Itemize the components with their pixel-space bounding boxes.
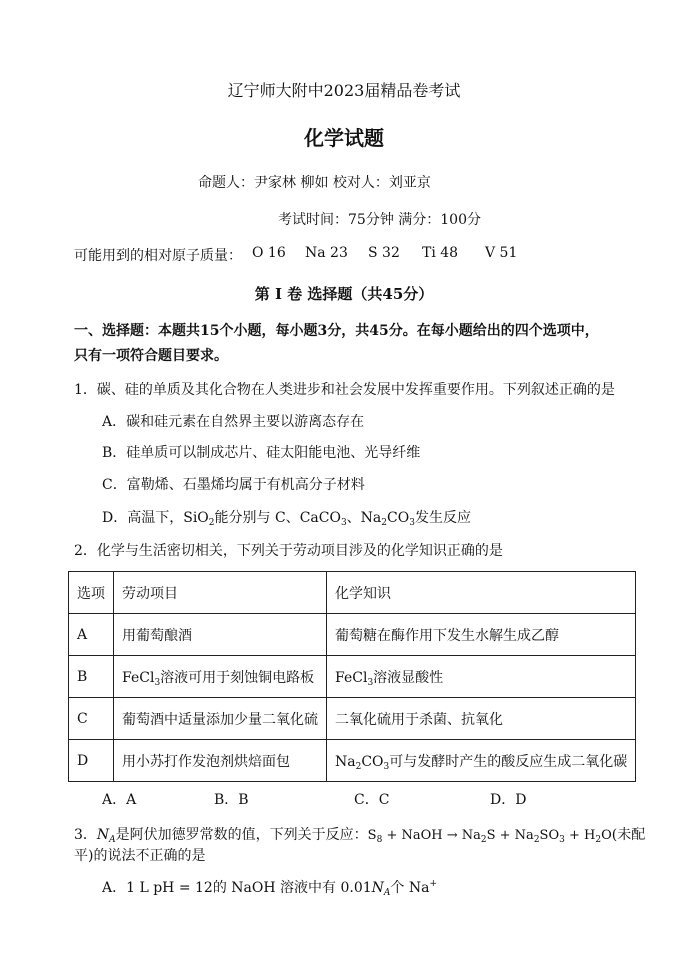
- table-cell-option: B: [69, 656, 114, 698]
- atomic-mass-ti: Ti 48: [422, 245, 459, 261]
- table-cell-knowledge: [327, 656, 636, 698]
- formula-text: Na: [335, 753, 356, 770]
- formula-subscript: 2: [381, 518, 388, 528]
- q3-stem-text: 是阿伏加德罗常数的值，下列关于反应：: [115, 827, 368, 843]
- q1-d-na2co3: [361, 510, 415, 526]
- table-cell-option: D: [69, 740, 114, 782]
- avogadro-symbol: N: [96, 827, 110, 843]
- table-cell-knowledge: [327, 740, 636, 782]
- cell-text: 溶液显酸性: [373, 669, 444, 686]
- avogadro-subscript: A: [383, 888, 391, 898]
- atomic-masses-label: 可能用到的相对原子质量：: [74, 248, 242, 264]
- table-cell-project: 用小苏打作发泡剂烘焙面包: [114, 740, 327, 782]
- section-title: 第 Ⅰ 卷 选择题（共45分）: [254, 285, 434, 303]
- q1-d-suffix: 发生反应: [414, 510, 471, 526]
- authors-line: 命题人：尹家林 柳如 校对人：刘亚京: [198, 175, 431, 191]
- table-header-cell: 选项: [69, 572, 114, 614]
- table-cell-knowledge: 二氧化硫用于杀菌、抗氧化: [327, 698, 636, 740]
- formula-subscript: 2: [208, 518, 215, 528]
- q2-stem: 2．化学与生活密切相关，下列关于劳动项目涉及的化学知识正确的是: [74, 543, 503, 559]
- table-row: [69, 740, 636, 782]
- q2-choice-d: D．D: [490, 792, 527, 808]
- q3-stem-line2: 平)的说法不正确的是: [74, 848, 206, 864]
- table-row: [69, 656, 636, 698]
- atomic-mass-s: S 32: [368, 245, 400, 261]
- formula-subscript: 3: [154, 677, 161, 688]
- eq-part: S: [367, 828, 377, 843]
- q1-option-b: B．硅单质可以制成芯片、硅太阳能电池、光导纤维: [102, 445, 421, 461]
- avogadro-subscript: A: [109, 835, 116, 845]
- q2-choice-b: B．B: [214, 792, 249, 808]
- q1-d-caco3: [300, 510, 347, 526]
- q3-equation: [368, 828, 612, 843]
- q1-option-c: C．富勒烯、石墨烯均属于有机高分子材料: [102, 477, 365, 493]
- formula-subscript: 3: [383, 761, 390, 772]
- school-title: 辽宁师大附中2023届精品卷考试: [227, 81, 461, 100]
- table-header-cell: 劳动项目: [114, 572, 327, 614]
- formula-text: SiO: [183, 510, 209, 526]
- q2-choice-c: C．C: [354, 792, 390, 808]
- atomic-mass-v: V 51: [485, 245, 518, 261]
- table-header-cell: 化学知识: [327, 572, 636, 614]
- formula-text: CO: [361, 753, 384, 770]
- charge-superscript: +: [429, 879, 437, 889]
- cell-text: 溶液可用于刻蚀铜电路板: [160, 669, 315, 686]
- cell-text: 可与发酵时产生的酸反应生成二氧化碳: [389, 753, 628, 770]
- formula-subscript: 3: [367, 677, 374, 688]
- eq-subscript: 2: [533, 835, 540, 845]
- table-header-row: [69, 572, 636, 614]
- q3-a-text: A．1 L pH = 12: [102, 880, 213, 896]
- table-cell-option: C: [69, 698, 114, 740]
- q1-d-prefix: D．高温下，: [102, 510, 184, 526]
- atomic-mass-o: O 16: [252, 245, 286, 261]
- exam-time-line: 考试时间：75分钟 满分：100分: [278, 212, 481, 228]
- q3-a-text: 个 Na: [390, 880, 430, 896]
- q1-d-sio2: [183, 510, 214, 526]
- separator: 、: [346, 510, 361, 526]
- atomic-mass-na: Na 23: [305, 245, 348, 261]
- q2-table: [68, 571, 636, 782]
- formula-text: FeCl: [122, 669, 155, 686]
- section-instructions-1: 一、选择题：本题共15个小题，每小题3分，共45分。在每小题给出的四个选项中，: [74, 323, 599, 339]
- q1-d-mid: 能分别与 C、: [214, 510, 300, 526]
- formula-text: CaCO: [299, 510, 341, 526]
- formula-text: FeCl: [335, 669, 368, 686]
- table-cell-option: A: [69, 614, 114, 656]
- question-number: 3．: [74, 827, 97, 843]
- q1-stem: 1．碳、硅的单质及其化合物在人类进步和社会发展中发挥重要作用。下列叙述正确的是: [74, 382, 615, 398]
- q1-option-a: A．碳和硅元素在自然界主要以游离态存在: [102, 414, 365, 430]
- table-row: [69, 614, 636, 656]
- q3-option-a: [102, 877, 437, 897]
- formula-subscript: 2: [355, 761, 362, 772]
- table-cell-project: 用葡萄酿酒: [114, 614, 327, 656]
- formula-subscript: 3: [409, 518, 415, 528]
- avogadro-symbol: N: [371, 880, 384, 896]
- table-cell-project: 葡萄酒中适量添加少量二氧化硫: [114, 698, 327, 740]
- section-instructions-2: 只有一项符合题目要求。: [74, 348, 228, 364]
- q2-choice-a: A．A: [102, 792, 137, 808]
- table-row: [69, 698, 636, 740]
- q3-stem-text: (未配: [611, 827, 646, 843]
- q3-a-text: 的 NaOH 溶液中有 0.01: [212, 880, 372, 896]
- eq-part: + NaOH → Na: [382, 828, 481, 843]
- eq-subscript: 3: [559, 835, 565, 845]
- eq-subscript: 2: [480, 835, 487, 845]
- formula-text: Na: [360, 510, 382, 526]
- eq-subscript: 8: [376, 835, 383, 845]
- q3-stem-line1: [74, 824, 645, 844]
- formula-text: CO: [387, 510, 410, 526]
- table-cell-knowledge: 葡萄糖在酶作用下发生水解生成乙醇: [327, 614, 636, 656]
- eq-part: S + Na: [486, 828, 534, 843]
- eq-subscript: 2: [595, 835, 602, 845]
- eq-part: + H: [564, 828, 596, 843]
- q1-option-d: [102, 507, 471, 527]
- subject-title: 化学试题: [304, 126, 384, 150]
- eq-part: O: [601, 828, 612, 843]
- formula-subscript: 3: [340, 518, 347, 528]
- table-cell-project: [114, 656, 327, 698]
- eq-part: SO: [539, 828, 560, 843]
